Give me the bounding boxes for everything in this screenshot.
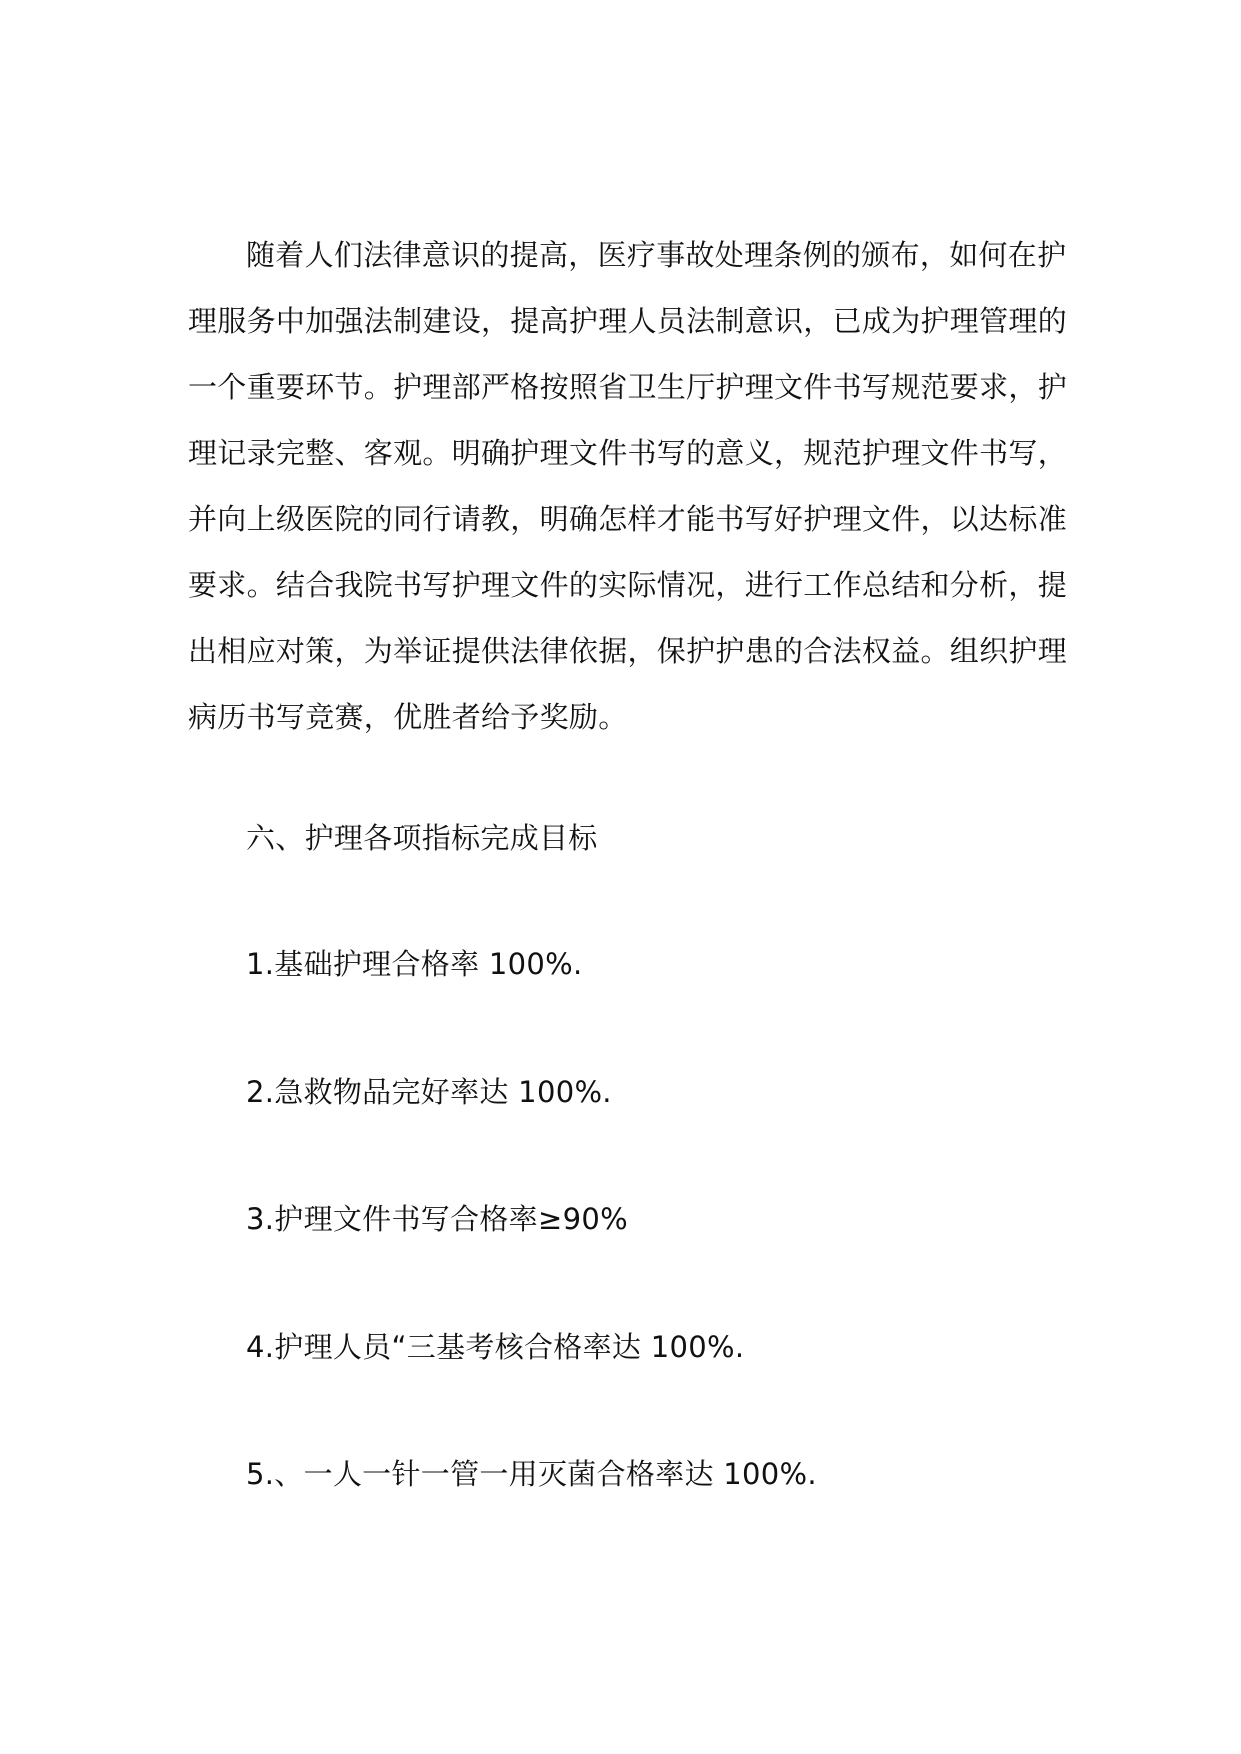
- paragraph-line: 出相应对策，为举证提供法律依据，保护护患的合法权益。组织护理: [188, 634, 1068, 668]
- paragraph-line: 随着人们法律意识的提高，医疗事故处理条例的颁布，如何在护: [246, 238, 1067, 272]
- paragraph-line: 一个重要环节。护理部严格按照省卫生厅护理文件书写规范要求，护: [188, 370, 1068, 404]
- target-item-5: 5.、一人一针一管一用灭菌合格率达 100%.: [246, 1457, 817, 1491]
- paragraph-line: 理记录完整、客观。明确护理文件书写的意义，规范护理文件书写，: [188, 436, 1068, 470]
- target-item-2: 2.急救物品完好率达 100%.: [246, 1075, 612, 1109]
- paragraph-line: 要求。结合我院书写护理文件的实际情况，进行工作总结和分析，提: [188, 568, 1068, 602]
- section-heading: 六、护理各项指标完成目标: [246, 821, 598, 855]
- target-item-3: 3.护理文件书写合格率≥90%: [246, 1202, 628, 1236]
- target-item-4: 4.护理人员“三基考核合格率达 100%.: [246, 1330, 745, 1364]
- paragraph-line: 病历书写竞赛，优胜者给予奖励。: [188, 700, 628, 734]
- body-paragraph: [188, 222, 1068, 750]
- paragraph-line: 理服务中加强法制建设，提高护理人员法制意识，已成为护理管理的: [188, 304, 1068, 338]
- target-item-1: 1.基础护理合格率 100%.: [246, 947, 583, 981]
- paragraph-line: 并向上级医院的同行请教，明确怎样才能书写好护理文件，以达标准: [188, 502, 1068, 536]
